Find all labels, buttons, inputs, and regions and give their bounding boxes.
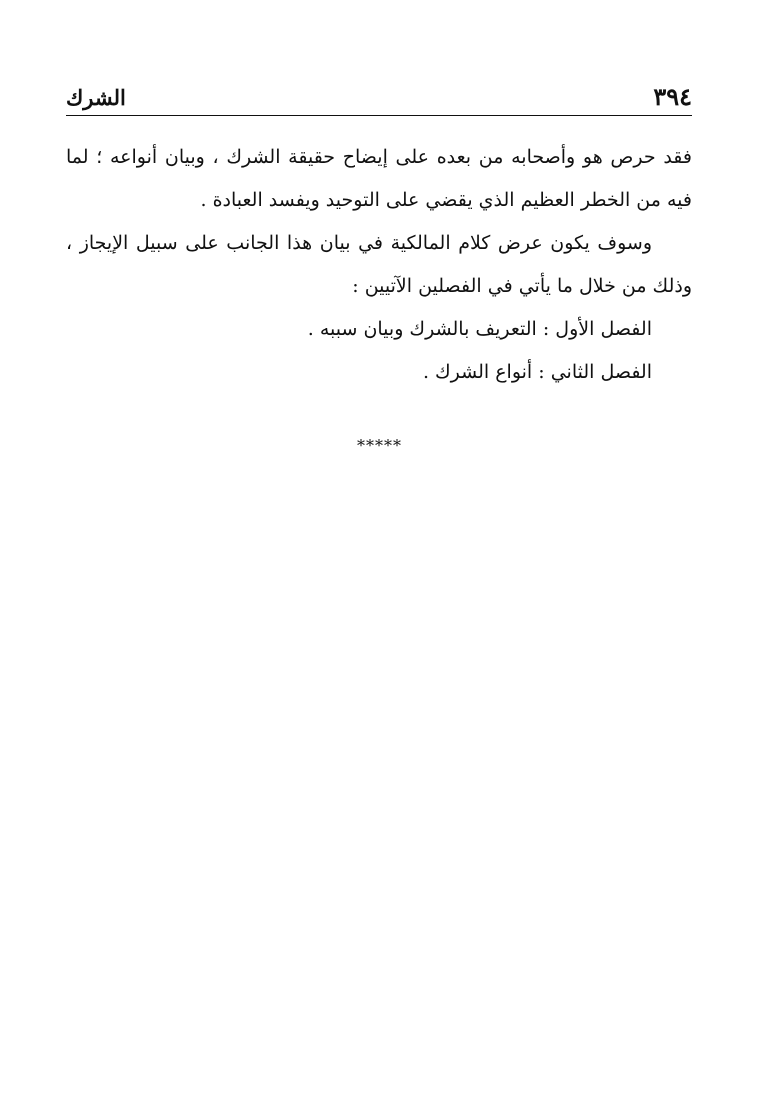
body-text xyxy=(66,136,692,394)
paragraph-1: فقد حرص هو وأصحابه من بعده على إيضاح حقيقة الشرك ، وبيان أنواعه ؛ لما فيه من الخطر العظيم الذي يقضي على التوحيد ويفسد العبادة . xyxy=(66,146,692,211)
section-separator: ***** xyxy=(357,436,402,455)
paragraph-2: وسوف يكون عرض كلام المالكية في بيان هذا الجانب على سبيل الإيجاز ، وذلك من خلال ما يأتي في الفصلين الآتيين : xyxy=(66,232,692,297)
page-header xyxy=(66,82,692,116)
chapter-one-line: الفصل الأول : التعريف بالشرك وبيان سببه . xyxy=(307,318,652,340)
chapter-two-line: الفصل الثاني : أنواع الشرك . xyxy=(422,361,652,383)
page-number: ٣٩٤ xyxy=(653,82,692,111)
running-title: الشرك xyxy=(66,85,126,110)
